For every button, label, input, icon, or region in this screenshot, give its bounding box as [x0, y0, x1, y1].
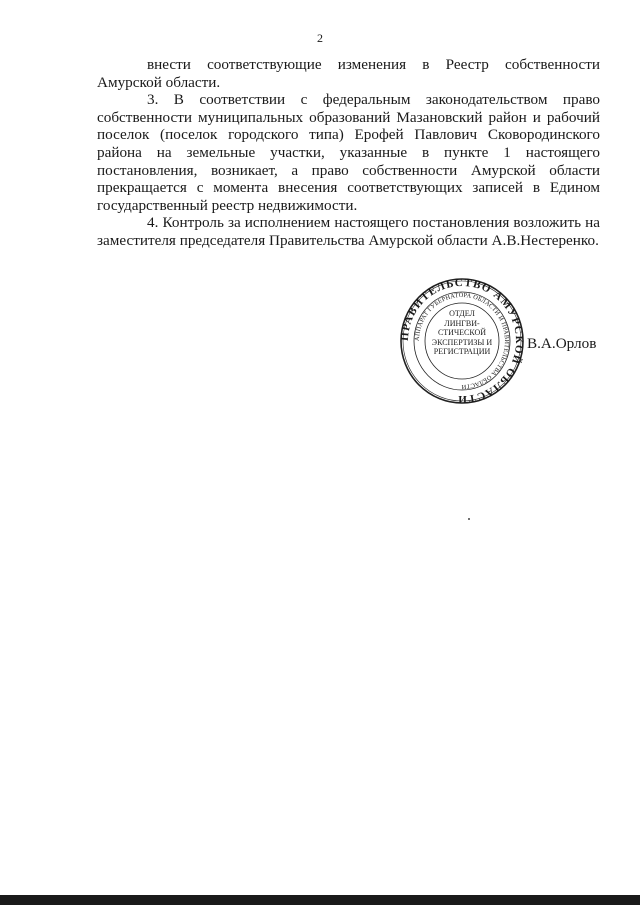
stamp-outer-text: ПРАВИТЕЛЬСТВО АМУРСКОЙ ОБЛАСТИ: [399, 277, 525, 405]
stamp-center-line: ЛИНГВИ-: [444, 318, 480, 328]
stamp-inner-text: АППАРАТ ГУБЕРНАТОРА ОБЛАСТИ И ПРАВИТЕЛЬСТВА ОБЛАСТИ: [413, 291, 511, 391]
stamp-center-line: ОТДЕЛ: [449, 309, 475, 318]
stamp-center-line: ЭКСПЕРТИЗЫ И: [431, 337, 493, 347]
stamp-center-line: РЕГИСТРАЦИИ: [433, 347, 491, 357]
scan-bottom-edge: [0, 895, 640, 905]
page-number: 2: [317, 31, 323, 45]
paragraph-4: 4. Контроль за исполнением настоящего постановления возложить на заместителя председателя Правительства Амурской области А.В.Нестеренко.: [97, 214, 600, 249]
scan-speck: [468, 518, 470, 520]
paragraph-3: 3. В соответствии с федеральным законодательством право собственности муниципальных образований Мазановский район и рабочий поселок (поселок городского типа) Ерофей Павлович Сковородинского района на земельные участки, указанные в пункте 1 настоящего постановления, возникает, а право собственности Амурской области прекращается с момента внесения соответствующих записей в Едином государственный реестр недвижимости.: [97, 91, 600, 214]
signatory-name: В.А.Орлов: [527, 335, 597, 352]
official-stamp: [399, 277, 525, 405]
paragraph-continuation: внести соответствующие изменения в Реестр собственности Амурской области.: [97, 56, 600, 91]
stamp-center-line: СТИЧЕСКОЙ: [437, 328, 487, 338]
document-body: [97, 56, 600, 250]
stamp-center-text: [427, 309, 497, 357]
